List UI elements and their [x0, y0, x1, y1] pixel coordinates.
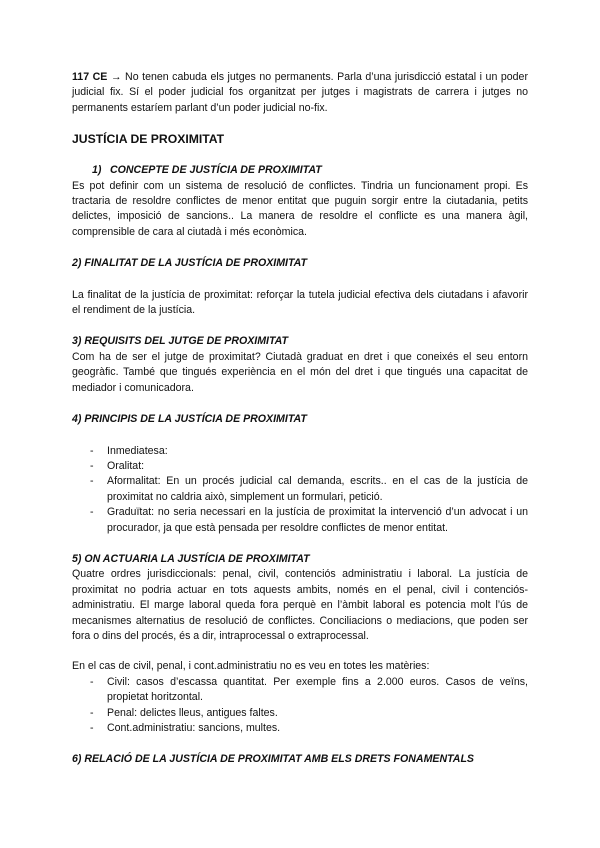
section-4-list — [72, 444, 528, 536]
intro-text: No tenen cabuda els jutges no permanents. Parla d’una jurisdicció estatal i un poder judicial fix. Sí el poder judicial fos organitzat per jutges i magistrats de carrera i jutges no permanents estaríem parlant d’un poder judicial no-fix. — [72, 71, 528, 114]
list-item: - Civil: casos d’escassa quantitat. Per exemple fins a 2.000 euros. Casos de veïns, propietat horitzontal. — [72, 675, 528, 706]
list-item: - Aformalitat: En un procés judicial cal demanda, escrits.. en el cas de la justícia de proximitat no caldria això, simplement un formulari, petició. — [72, 474, 528, 505]
list-item: - Graduïtat: no seria necessari en la justícia de proximitat la intervenció d’un advocat i un procurador, ja que està pensada per resoldre conflictes de menor entitat. — [72, 505, 528, 536]
section-5-text-2: En el cas de civil, penal, i cont.administratiu no es veu en totes les matèries: — [72, 660, 430, 673]
intro-ref: 117 CE — [72, 71, 108, 83]
section-1-text: Es pot definir com un sistema de resolució de conflictes. Tindria un funcionament propi. Es tractaria de resoldre conflictes de menor entitat que puguin sorgir entre la ciutadania, petits delictes, imposició de sancions.. La manera de resoldre el conflicte es una manera àgil, comprensible de cara al ciutadà i més econòmica. — [72, 179, 528, 238]
section-1-heading — [92, 163, 528, 178]
section-5-list — [72, 675, 528, 737]
section-4-heading: 4) PRINCIPIS DE LA JUSTÍCIA DE PROXIMITAT — [72, 413, 307, 426]
section-5-text: Quatre ordres jurisdiccionals: penal, civil, contenciós administratiu i laboral. La justícia de proximitat no podria actuar en tots aquests ambits, només en el penal, civil i contenciós-administratiu. El marge laboral queda fora perquè en l’àmbit laboral es potencia molt l’ús de mecanismes alternatius de resolució de conflictes. Conciliacions o mediacions, que poden ser fora o dins del procés, és a dir, intraprocessal o extraprocessal. — [72, 568, 528, 642]
page-title: JUSTÍCIA DE PROXIMITAT — [72, 132, 225, 147]
document-page — [72, 70, 528, 768]
section-2-heading: 2) FINALITAT DE LA JUSTÍCIA DE PROXIMITAT — [72, 257, 308, 270]
section-3-heading: 3) REQUISITS DEL JUTGE DE PROXIMITAT — [72, 335, 289, 348]
section-1-title: CONCEPTE DE JUSTÍCIA DE PROXIMITAT — [110, 164, 322, 177]
list-item: - Cont.administratiu: sancions, multes. — [72, 721, 528, 736]
arrow-glyph: → — [110, 71, 122, 83]
list-item: - Inmediatesa: — [72, 444, 528, 459]
section-5-heading: 5) ON ACTUARIA LA JUSTÍCIA DE PROXIMITAT — [72, 552, 310, 565]
section-6-heading: 6) RELACIÓ DE LA JUSTÍCIA DE PROXIMITAT AMB ELS DRETS FONAMENTALS — [72, 753, 474, 766]
section-2-text: La finalitat de la justícia de proximitat: reforçar la tutela judicial efectiva dels ciutadans i afavorir el rendiment de la justícia. — [72, 288, 528, 317]
list-item: - Oralitat: — [72, 459, 528, 474]
section-3-text: Com ha de ser el jutge de proximitat? Ciutadà graduat en dret i que coneixés el seu entorn geogràfic. També que tingués experiència en el món del dret i que tingués una capacitat de mediador i comunicadora. — [72, 350, 528, 394]
section-1-number: 1) — [92, 164, 102, 177]
intro-paragraph — [72, 70, 528, 116]
list-item: - Penal: delictes lleus, antigues faltes. — [72, 706, 528, 721]
